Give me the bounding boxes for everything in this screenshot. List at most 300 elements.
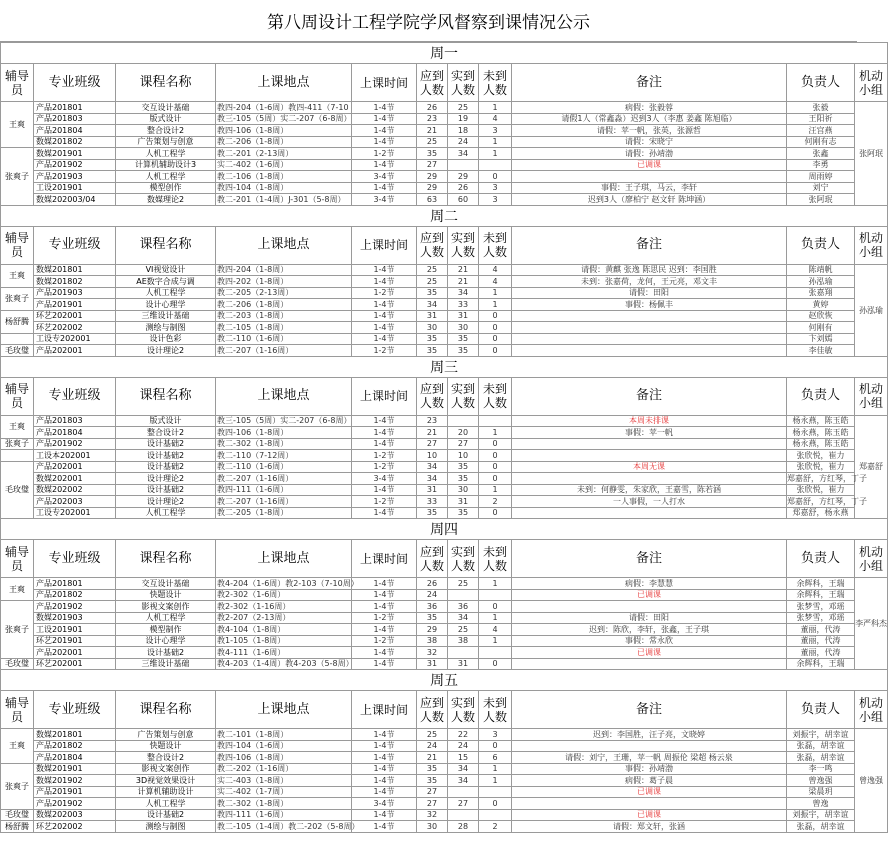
table-row <box>1 415 888 427</box>
location-cell: 实二-402（1-7周） <box>216 786 352 798</box>
expected-cell: 34 <box>417 299 448 311</box>
time-cell: 1-4节 <box>352 125 417 137</box>
expected-cell: 25 <box>417 276 448 288</box>
header-expected: 应到人数 <box>417 377 448 415</box>
time-cell: 1-4节 <box>352 322 417 334</box>
owner-cell: 何刚有志 <box>787 136 855 148</box>
owner-cell: 王阳祈 <box>787 113 855 125</box>
table-row <box>1 647 888 659</box>
header-remarks: 备注 <box>512 64 787 102</box>
class-cell: 产品201902 <box>34 601 116 613</box>
location-cell: 教四-106（1-8周） <box>216 125 352 137</box>
owner-cell: 陈靖帆 <box>787 264 855 276</box>
location-cell: 教四-104（1-6周） <box>216 740 352 752</box>
remarks-cell <box>512 171 787 183</box>
time-cell: 1-2节 <box>352 461 417 473</box>
course-cell: 交互设计基础 <box>116 578 216 590</box>
actual-cell: 30 <box>448 322 479 334</box>
actual-cell <box>448 647 479 659</box>
remarks-cell <box>512 507 787 519</box>
remarks-cell: 请假：黄麒 张逸 陈思民 迟到：李国胜 <box>512 264 787 276</box>
class-cell: 数媒201802 <box>34 136 116 148</box>
header-location: 上课地点 <box>216 691 352 729</box>
owner-cell: 余辉科，王瑞 <box>787 589 855 601</box>
header-class: 专业班级 <box>34 226 116 264</box>
expected-cell: 32 <box>417 647 448 659</box>
owner-cell: 刘宁 <box>787 182 855 194</box>
expected-cell: 35 <box>417 775 448 787</box>
actual-cell: 36 <box>448 601 479 613</box>
actual-cell: 35 <box>448 333 479 345</box>
course-cell: 计算机辅助设计3 <box>116 159 216 171</box>
owner-cell: 周雨婷 <box>787 171 855 183</box>
time-cell: 1-4节 <box>352 310 417 322</box>
time-cell: 1-4节 <box>352 809 417 821</box>
location-cell: 教二-201（2-13周） <box>216 148 352 160</box>
header-counselor: 辅导员 <box>1 64 34 102</box>
remarks-cell: 已调课 <box>512 159 787 171</box>
expected-cell: 21 <box>417 427 448 439</box>
course-cell: 广告策划与创意 <box>116 136 216 148</box>
remarks-cell: 本周无课 <box>512 461 787 473</box>
time-cell: 1-4节 <box>352 299 417 311</box>
class-cell: 数媒202002 <box>34 484 116 496</box>
expected-cell: 29 <box>417 171 448 183</box>
course-cell: 快题设计 <box>116 589 216 601</box>
absent-cell: 0 <box>479 798 512 810</box>
header-actual: 实到人数 <box>448 64 479 102</box>
time-cell: 1-4节 <box>352 624 417 636</box>
owner-cell: 余辉科，王瑞 <box>787 578 855 590</box>
actual-cell: 24 <box>448 740 479 752</box>
course-cell: AE数字合成与调 <box>116 276 216 288</box>
counselor-cell: 张爽子 <box>1 763 34 809</box>
absent-cell: 0 <box>479 333 512 345</box>
remarks-cell <box>512 798 787 810</box>
class-cell: 数媒201802 <box>34 276 116 288</box>
absent-cell <box>479 589 512 601</box>
expected-cell: 31 <box>417 310 448 322</box>
owner-cell: 郑嘉舒，方红琴，丁子 <box>787 496 867 506</box>
class-cell: 产品201801 <box>34 102 116 114</box>
expected-cell: 31 <box>417 484 448 496</box>
counselor-cell: 张爽子 <box>1 287 34 310</box>
time-cell: 1-4节 <box>352 821 417 833</box>
absent-cell: 1 <box>479 635 512 647</box>
time-cell: 1-4节 <box>352 415 417 427</box>
table-row <box>1 438 888 450</box>
remarks-cell <box>512 658 787 670</box>
course-cell: 设计心理学 <box>116 299 216 311</box>
time-cell: 1-2节 <box>352 612 417 624</box>
time-cell: 1-2节 <box>352 635 417 647</box>
owner-cell: 董丽，代涛 <box>787 624 855 636</box>
location-cell: 教二-105（1-8周） <box>216 322 352 334</box>
absent-cell: 4 <box>479 624 512 636</box>
location-cell: 教二-101（1-8周） <box>216 729 352 741</box>
header-expected: 应到人数 <box>417 691 448 729</box>
remarks-cell: 病假：葛子晨 <box>512 775 787 787</box>
absent-cell: 0 <box>479 322 512 334</box>
class-cell: 产品201801 <box>34 578 116 590</box>
class-cell: 环艺202001 <box>34 310 116 322</box>
location-cell: 教四-106（1-8周） <box>216 752 352 764</box>
remarks-cell: 事假：王子琪，马云，李轩 <box>512 182 787 194</box>
class-cell: 产品201901 <box>34 786 116 798</box>
header-absent: 未到人数 <box>479 64 512 102</box>
class-cell: 数媒202003/04 <box>34 194 116 206</box>
absent-cell: 0 <box>479 601 512 613</box>
owner-cell: 杨永燕，陈玉皓 <box>787 415 855 427</box>
class-cell: 产品201804 <box>34 125 116 137</box>
time-cell: 1-4节 <box>352 159 417 171</box>
owner-cell: 梁晨玥 <box>787 786 855 798</box>
location-cell: 教2-302（1-6周） <box>216 589 352 601</box>
remarks-cell: 请假：郑文轩，张涵 <box>512 821 787 833</box>
absent-cell: 3 <box>479 182 512 194</box>
owner-cell: 余辉科，王瑞 <box>787 658 855 670</box>
mobile-group-cell: 张阿珉 <box>855 102 888 206</box>
location-cell: 教四-204（1-8周） <box>216 264 352 276</box>
actual-cell: 34 <box>448 612 479 624</box>
actual-cell: 33 <box>448 299 479 311</box>
header-owner: 负责人 <box>787 377 855 415</box>
mobile-group-cell: 郑嘉舒 <box>855 415 888 519</box>
table-row <box>1 763 888 775</box>
table-row <box>1 125 888 137</box>
location-cell: 教4-203（1-4周）教4-203（5-8周） <box>217 659 354 669</box>
absent-cell <box>479 809 512 821</box>
location-cell: 教二-110（1-6周） <box>216 461 352 473</box>
header-absent: 未到人数 <box>479 226 512 264</box>
actual-cell: 28 <box>448 821 479 833</box>
header-expected: 应到人数 <box>417 226 448 264</box>
expected-cell: 34 <box>417 461 448 473</box>
actual-cell: 24 <box>448 136 479 148</box>
actual-cell: 26 <box>448 182 479 194</box>
time-cell: 1-4节 <box>352 102 417 114</box>
remarks-cell: 迟到：李国胜，汪子亮，文晓婷 <box>512 729 787 741</box>
class-cell: 产品201804 <box>34 427 116 439</box>
remarks-cell: 事假：苹一帆 <box>512 427 787 439</box>
actual-cell: 19 <box>448 113 479 125</box>
header-mobile: 机动小组 <box>855 377 888 415</box>
remarks-cell <box>512 740 787 752</box>
absent-cell: 1 <box>479 102 512 114</box>
location-cell: 教二-302（1-8周） <box>216 438 352 450</box>
class-cell: 环艺202002 <box>34 821 116 833</box>
time-cell: 1-2节 <box>352 496 417 508</box>
owner-cell: 卞刘嫣 <box>787 333 855 345</box>
counselor-cell: 张爽子 <box>1 601 34 659</box>
table-row <box>1 624 888 636</box>
class-cell: 数媒202003 <box>34 809 116 821</box>
table-row <box>1 287 888 299</box>
expected-cell: 30 <box>417 322 448 334</box>
header-counselor: 辅导员 <box>1 226 34 264</box>
class-cell: 工设201901 <box>34 624 116 636</box>
class-cell: 产品201902 <box>34 159 116 171</box>
course-cell: 数媒理论2 <box>116 194 216 206</box>
header-remarks: 备注 <box>512 691 787 729</box>
remarks-cell: 事假：孙靖渤 <box>512 763 787 775</box>
remarks-cell <box>512 473 787 485</box>
course-cell: 设计理论2 <box>116 345 216 357</box>
time-cell: 1-4节 <box>352 658 417 670</box>
expected-cell: 26 <box>417 102 448 114</box>
class-cell: 数媒201801 <box>34 729 116 741</box>
time-cell: 1-4节 <box>352 136 417 148</box>
class-cell: 产品201803 <box>34 415 116 427</box>
time-cell: 1-4节 <box>352 729 417 741</box>
sheet-title: 第八周设计工程学院学风督察到课情况公示 <box>0 0 857 42</box>
table-row <box>1 507 888 519</box>
expected-cell: 38 <box>417 635 448 647</box>
header-course: 课程名称 <box>116 64 216 102</box>
attendance-table <box>0 42 888 833</box>
actual-cell: 20 <box>448 427 479 439</box>
remarks-cell: 已调课 <box>512 809 787 821</box>
owner-cell: 李一鸣 <box>787 763 855 775</box>
time-cell: 1-4节 <box>352 786 417 798</box>
table-row <box>1 159 888 171</box>
header-remarks: 备注 <box>512 377 787 415</box>
expected-cell: 31 <box>417 658 448 670</box>
remarks-cell <box>512 333 787 345</box>
class-cell: 产品202003 <box>34 496 116 508</box>
remarks-cell: 事假：杨佩丰 <box>512 299 787 311</box>
course-cell: 模型制作 <box>116 624 216 636</box>
header-location: 上课地点 <box>216 64 352 102</box>
table-row <box>1 484 888 496</box>
remarks-cell <box>512 322 787 334</box>
remarks-cell: 请假：宋晓宁 <box>512 136 787 148</box>
location-cell: 实二-403（1-8周） <box>216 775 352 787</box>
owner-cell: 曾逸 <box>787 798 855 810</box>
table-row <box>1 601 888 613</box>
day-heading: 周五 <box>1 670 888 691</box>
absent-cell: 1 <box>479 578 512 590</box>
time-cell: 1-4节 <box>352 484 417 496</box>
class-cell: 产品201804 <box>34 752 116 764</box>
expected-cell: 27 <box>417 798 448 810</box>
actual-cell: 29 <box>448 171 479 183</box>
day-heading: 周二 <box>1 205 888 226</box>
expected-cell: 25 <box>417 264 448 276</box>
expected-cell: 27 <box>417 438 448 450</box>
owner-cell: 李勇 <box>787 159 855 171</box>
counselor-cell: 王爽 <box>1 264 34 287</box>
remarks-cell <box>512 450 787 462</box>
course-cell: 设计基础2 <box>116 647 216 659</box>
location-cell: 教二-302（1-8周） <box>216 798 352 810</box>
actual-cell: 35 <box>448 461 479 473</box>
location-cell: 教四-204（1-6周）教四-411（7-10 <box>216 102 352 114</box>
owner-cell: 黄婷 <box>787 299 855 311</box>
owner-cell: 刘振宇，胡幸谊 <box>787 729 855 741</box>
owner-cell: 张阿珉 <box>787 194 855 206</box>
time-cell: 1-2节 <box>352 148 417 160</box>
header-mobile: 机动小组 <box>855 226 888 264</box>
header-absent: 未到人数 <box>479 540 512 578</box>
absent-cell <box>479 647 512 659</box>
location-cell: 教二-205（2-13周） <box>216 287 352 299</box>
course-cell: 模型创作 <box>116 182 216 194</box>
table-row <box>1 102 888 114</box>
expected-cell: 35 <box>417 333 448 345</box>
header-course: 课程名称 <box>116 691 216 729</box>
class-cell: 产品201903 <box>34 171 116 183</box>
remarks-cell <box>512 601 787 613</box>
owner-cell: 张毅 <box>787 102 855 114</box>
course-cell: 设计基础2 <box>116 438 216 450</box>
remarks-cell: 一人事假，一人打水 <box>512 496 787 508</box>
absent-cell: 1 <box>479 136 512 148</box>
course-cell: 设计基础2 <box>116 461 216 473</box>
class-cell: 产品202001 <box>34 345 116 357</box>
owner-cell: 李佳敏 <box>787 345 855 357</box>
actual-cell: 34 <box>448 775 479 787</box>
expected-cell: 23 <box>417 415 448 427</box>
expected-cell: 35 <box>417 287 448 299</box>
remarks-cell: 已调课 <box>512 589 787 601</box>
actual-cell: 38 <box>448 635 479 647</box>
actual-cell <box>448 589 479 601</box>
location-cell: 教二-201（1-4周）J-301（5-8周） <box>216 194 352 206</box>
header-class: 专业班级 <box>34 540 116 578</box>
course-cell: 人机工程学 <box>116 287 216 299</box>
counselor-cell: 毛玫璧 <box>1 809 34 821</box>
actual-cell: 34 <box>448 763 479 775</box>
table-row <box>1 194 888 206</box>
remarks-cell <box>512 438 787 450</box>
location-cell: 教四-202（1-8周） <box>216 276 352 288</box>
time-cell: 1-4节 <box>352 182 417 194</box>
course-cell: 人机工程学 <box>116 507 216 519</box>
owner-cell: 张梦雪，邓瑶 <box>787 601 855 613</box>
class-cell: 数媒201903 <box>34 612 116 624</box>
course-cell: 三维设计基础 <box>116 658 216 670</box>
actual-cell <box>448 159 479 171</box>
header-time: 上课时间 <box>352 540 417 578</box>
header-owner: 负责人 <box>787 540 855 578</box>
time-cell: 3-4节 <box>352 171 417 183</box>
course-cell: 整合设计2 <box>116 427 216 439</box>
header-expected: 应到人数 <box>417 540 448 578</box>
location-cell: 教2-302（1-16周） <box>216 601 352 613</box>
time-cell: 1-4节 <box>352 740 417 752</box>
owner-cell: 张鑫 <box>787 148 855 160</box>
header-absent: 未到人数 <box>479 377 512 415</box>
header-actual: 实到人数 <box>448 377 479 415</box>
absent-cell: 0 <box>479 461 512 473</box>
location-cell: 教二-110（7-12周） <box>216 450 352 462</box>
absent-cell: 2 <box>479 821 512 833</box>
course-cell: 版式设计 <box>116 415 216 427</box>
location-cell: 教二-207（1-16周） <box>216 496 352 508</box>
owner-cell: 杨永燕，陈玉皓 <box>787 427 855 439</box>
time-cell: 3-4节 <box>352 194 417 206</box>
owner-cell: 汪宫燕 <box>787 125 855 137</box>
header-class: 专业班级 <box>34 691 116 729</box>
owner-cell: 张磊，胡幸谊 <box>787 740 855 752</box>
location-cell: 实二-402（1-6周） <box>216 159 352 171</box>
actual-cell: 31 <box>448 658 479 670</box>
actual-cell: 15 <box>448 752 479 764</box>
remarks-cell: 请假：田阳 <box>512 287 787 299</box>
expected-cell: 21 <box>417 752 448 764</box>
absent-cell: 1 <box>479 427 512 439</box>
table-row <box>1 427 888 439</box>
owner-cell: 曾逸强 <box>787 775 855 787</box>
expected-cell: 63 <box>417 194 448 206</box>
class-cell: 产品201901 <box>34 299 116 311</box>
header-counselor: 辅导员 <box>1 377 34 415</box>
absent-cell: 0 <box>479 171 512 183</box>
time-cell: 1-4节 <box>352 589 417 601</box>
absent-cell: 0 <box>479 345 512 357</box>
actual-cell <box>448 415 479 427</box>
counselor-cell: 杨舒腾 <box>1 310 34 333</box>
expected-cell: 10 <box>417 450 448 462</box>
expected-cell: 35 <box>417 763 448 775</box>
expected-cell: 27 <box>417 159 448 171</box>
class-cell: 数媒201901 <box>34 148 116 160</box>
course-cell: 测绘与制图 <box>116 821 216 833</box>
actual-cell: 27 <box>448 438 479 450</box>
remarks-cell: 请假：孙靖渤 <box>512 148 787 160</box>
course-cell: 设计基础2 <box>116 450 216 462</box>
remarks-cell: 病假：李慧慧 <box>512 578 787 590</box>
table-row <box>1 310 888 322</box>
header-time: 上课时间 <box>352 377 417 415</box>
course-cell: 三维设计基础 <box>116 310 216 322</box>
location-cell: 教4-104（1-8周） <box>216 624 352 636</box>
expected-cell: 24 <box>417 589 448 601</box>
table-row <box>1 821 888 833</box>
owner-cell: 张磊，胡幸谊 <box>787 821 855 833</box>
absent-cell: 0 <box>479 658 512 670</box>
course-cell: 测绘与制图 <box>116 322 216 334</box>
class-cell: 环艺201901 <box>34 635 116 647</box>
absent-cell: 1 <box>479 775 512 787</box>
expected-cell: 32 <box>417 809 448 821</box>
table-row <box>1 276 888 288</box>
actual-cell: 34 <box>448 148 479 160</box>
remarks-cell: 未到：张嘉荷，龙何，王元亮，邓文丰 <box>512 276 787 288</box>
table-row <box>1 333 888 345</box>
header-class: 专业班级 <box>34 64 116 102</box>
time-cell: 1-4节 <box>352 647 417 659</box>
table-row <box>1 299 888 311</box>
counselor-cell: 毛玫璧 <box>1 345 34 357</box>
header-mobile: 机动小组 <box>855 64 888 102</box>
actual-cell: 21 <box>448 276 479 288</box>
table-row <box>1 578 888 590</box>
expected-cell: 24 <box>417 740 448 752</box>
course-cell: 设计心理学 <box>116 635 216 647</box>
counselor-cell: 毛玫璧 <box>1 658 34 670</box>
header-remarks: 备注 <box>512 540 787 578</box>
counselor-cell: 王爽 <box>1 415 34 438</box>
header-time: 上课时间 <box>352 226 417 264</box>
header-actual: 实到人数 <box>448 226 479 264</box>
time-cell: 1-4节 <box>352 775 417 787</box>
class-cell: 工设专202001 <box>34 507 116 519</box>
header-owner: 负责人 <box>787 226 855 264</box>
expected-cell: 35 <box>417 345 448 357</box>
course-cell: 人机工程学 <box>116 798 216 810</box>
